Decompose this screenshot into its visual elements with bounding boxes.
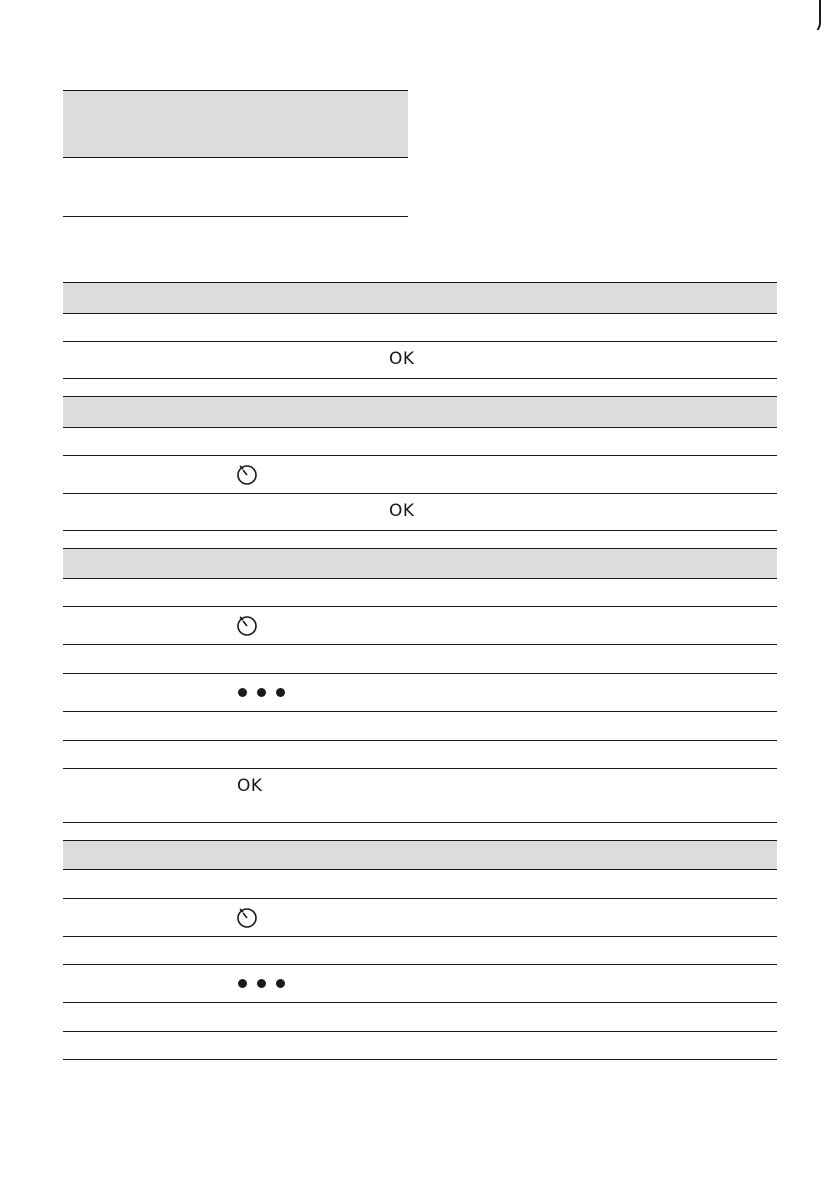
table-rule bbox=[63, 427, 777, 428]
table-rule bbox=[63, 1002, 777, 1003]
table-rule bbox=[63, 606, 777, 607]
timer-icon bbox=[236, 614, 258, 636]
table-rule bbox=[63, 1059, 777, 1060]
table-rule bbox=[63, 313, 777, 314]
table-rule bbox=[63, 673, 777, 674]
section-header bbox=[63, 840, 777, 869]
section-header bbox=[63, 282, 777, 313]
table-rule bbox=[63, 341, 777, 342]
table-rule bbox=[63, 578, 777, 579]
table-rule bbox=[63, 455, 777, 456]
top-table-rule bbox=[63, 216, 408, 217]
table-rule bbox=[63, 1031, 777, 1032]
three-dots-icon bbox=[238, 688, 286, 698]
top-table-rule bbox=[63, 90, 408, 91]
table-rule bbox=[63, 396, 777, 397]
table-rule bbox=[63, 493, 777, 494]
table-rule bbox=[63, 768, 777, 769]
table-rule bbox=[63, 869, 777, 870]
top-table-rule bbox=[63, 157, 408, 158]
table-rule bbox=[63, 822, 777, 823]
section-header bbox=[63, 548, 777, 578]
table-rule bbox=[63, 840, 777, 841]
ok-button-icon: OK bbox=[237, 776, 263, 796]
table-rule bbox=[63, 644, 777, 645]
table-rule bbox=[63, 964, 777, 965]
table-rule bbox=[63, 378, 777, 379]
timer-icon bbox=[236, 906, 258, 928]
table-rule bbox=[63, 898, 777, 899]
table-rule bbox=[63, 282, 777, 283]
page-edge-mark bbox=[817, 0, 823, 30]
three-dots-icon bbox=[238, 979, 286, 989]
timer-icon bbox=[236, 463, 258, 485]
table-rule bbox=[63, 936, 777, 937]
section-header bbox=[63, 396, 777, 427]
table-rule bbox=[63, 711, 777, 712]
ok-button-icon: OK bbox=[389, 501, 415, 521]
table-rule bbox=[63, 548, 777, 549]
table-rule bbox=[63, 740, 777, 741]
table-rule bbox=[63, 530, 777, 531]
ok-button-icon: OK bbox=[389, 349, 415, 369]
top-table-header bbox=[63, 90, 408, 157]
